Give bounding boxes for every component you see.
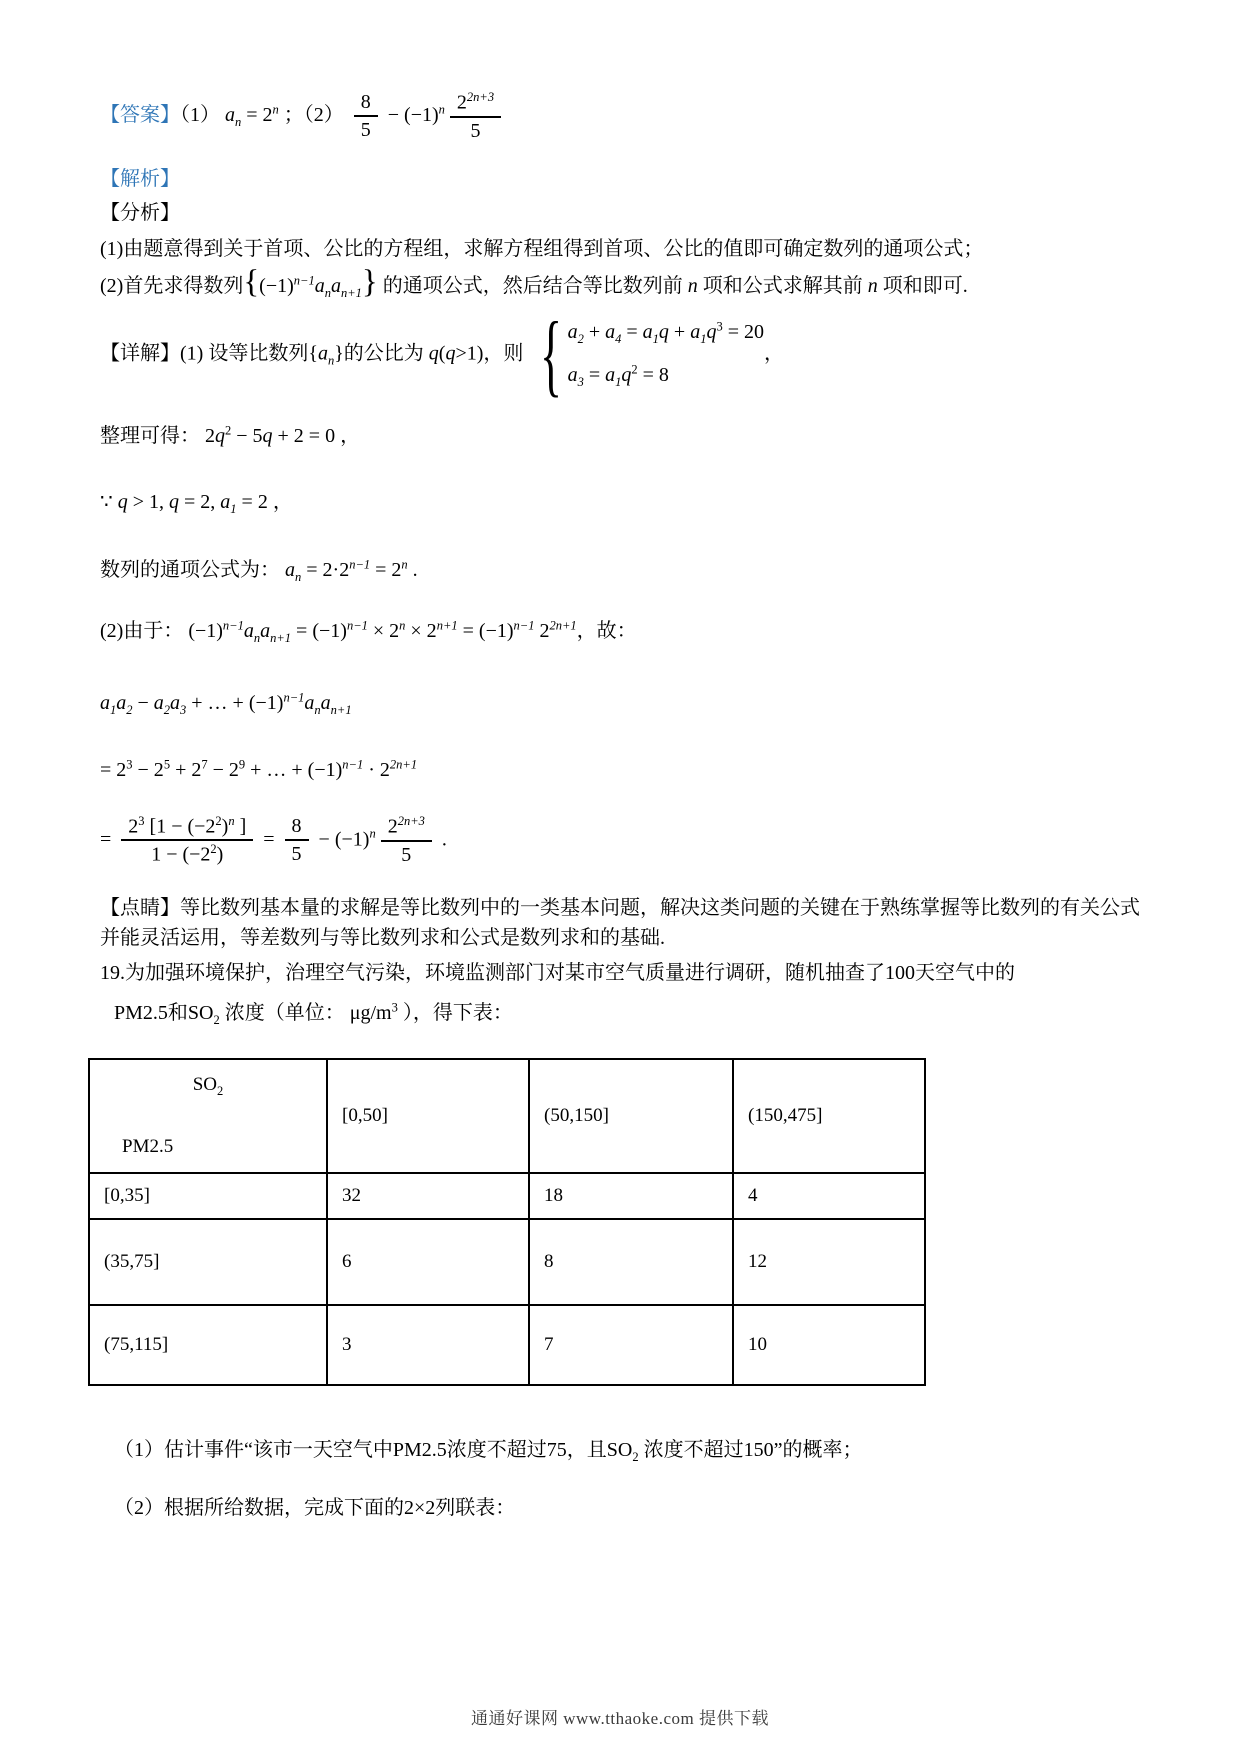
table-row (89, 1219, 925, 1305)
table-cell: 7 (529, 1305, 733, 1385)
jiexi-label: 【解析】 (100, 167, 180, 190)
detail-q-value: ∵ q > 1, q = 2, $a_1 = 2$ ， (100, 490, 293, 516)
table-row (89, 1305, 925, 1385)
detail-sum-result: = $\frac{2^3 [1 - (-2^2)^n ]}{1 - (-2^2)}$ = $\frac{8}{5}$ − $(-1)^n$ $\frac{2^{2n+3}}{5}$ . (100, 813, 447, 867)
row-label: (35,75] (89, 1219, 327, 1305)
frequency-table (88, 1058, 926, 1386)
table-cell: 4 (733, 1173, 925, 1219)
analysis-part2: (2)首先求得数列$\{(-1)^{n-1}a_na_{n+1}\}$ 的通项公式，然后结合等比数列前 n 项和公式求解其前 n 项和即可. (100, 263, 968, 300)
table-row (89, 1173, 925, 1219)
table-header-row (89, 1059, 925, 1173)
row-label: [0,35] (89, 1173, 327, 1219)
detail-part2-term: (2)由于： $(-1)^{n-1}a_na_{n+1} = (-1)^{n-1} \times 2^n \times 2^{n+1} = (-1)^{n-1}$ $2^{2n+1}$，故： (100, 618, 637, 645)
table-cell: 8 (529, 1219, 733, 1305)
table-corner-cell (89, 1059, 327, 1173)
table-cell: 18 (529, 1173, 733, 1219)
corner-pm25-label: PM2.5 (122, 1135, 174, 1157)
table-cell: 3 (327, 1305, 529, 1385)
table-cell: 10 (733, 1305, 925, 1385)
detail-sum-expression: $a_1a_2 - a_2a_3$ + … + $(-1)^{n-1}a_na_{n+1}$ (100, 690, 352, 718)
detail-setup-equations: 【详解】(1) 设等比数列$\{a_n\}$的公比为 q(q>1)，则 { $a_2 + a_4 = a_1q + a_1q^3 = 20$ $a_3 = a_1q^2 = 8$ ， (100, 303, 784, 406)
table-col-header: (50,150] (529, 1059, 733, 1173)
table-cell: 32 (327, 1173, 529, 1219)
table-col-header: (150,475] (733, 1059, 925, 1173)
question19-item2: （2）根据所给数据，完成下面的2×2列联表： (114, 1497, 516, 1520)
table-cell: 12 (733, 1219, 925, 1305)
answer-line: 【答案】（1） $a_n = 2^n$ ；（2） $\frac{8}{5}$ − $(-1)^n$ $\frac{2^{2n+3}}{5}$ (100, 90, 1144, 143)
detail-general-term: 数列的通项公式为： $a_n = 2\cdot 2^{n-1} = 2^n$ . (100, 557, 418, 585)
corner-so2-label: $SO_2$ (192, 1073, 224, 1098)
detail-quadratic: 整理可得： $2q^2 - 5q + 2 = 0$ ， (100, 423, 361, 447)
row-label: (75,115] (89, 1305, 327, 1385)
detail-sum-expansion: = $2^3 - 2^5 + 2^7 - 2^9$ + … + $(-1)^{n-1} \cdot 2^{2n+1}$ (100, 757, 418, 781)
table-cell: 6 (327, 1219, 529, 1305)
question19-text-line2: PM2.5和$SO_2$ 浓度（单位： $\mu g/m^3$ ），得下表： (114, 1000, 513, 1028)
question19-item1: （1）估计事件“该市一天空气中PM2.5浓度不超过75，且$SO_2$ 浓度不超过150”的概率； (114, 1438, 863, 1464)
table-col-header: [0,50] (327, 1059, 529, 1173)
question19-text-line1: 19.为加强环境保护，治理空气污染，环境监测部门对某市空气质量进行调研，随机抽查了100天空气中的 (100, 962, 1015, 985)
dianjing-paragraph: 【点睛】等比数列基本量的求解是等比数列中的一类基本问题，解决这类问题的关键在于熟练掌握等比数列的有关公式并能灵活运用，等差数列与等比数列求和公式是数列求和的基础. (100, 897, 1140, 950)
site-footer: 通通好课网 www.tthaoke.com 提供下载 (470, 1709, 770, 1728)
analysis-part1: (1)由题意得到关于首项、公比的方程组，求解方程组得到首项、公比的值即可确定数列的通项公式； (100, 237, 984, 260)
fenxi-label: 【分析】 (100, 201, 180, 224)
